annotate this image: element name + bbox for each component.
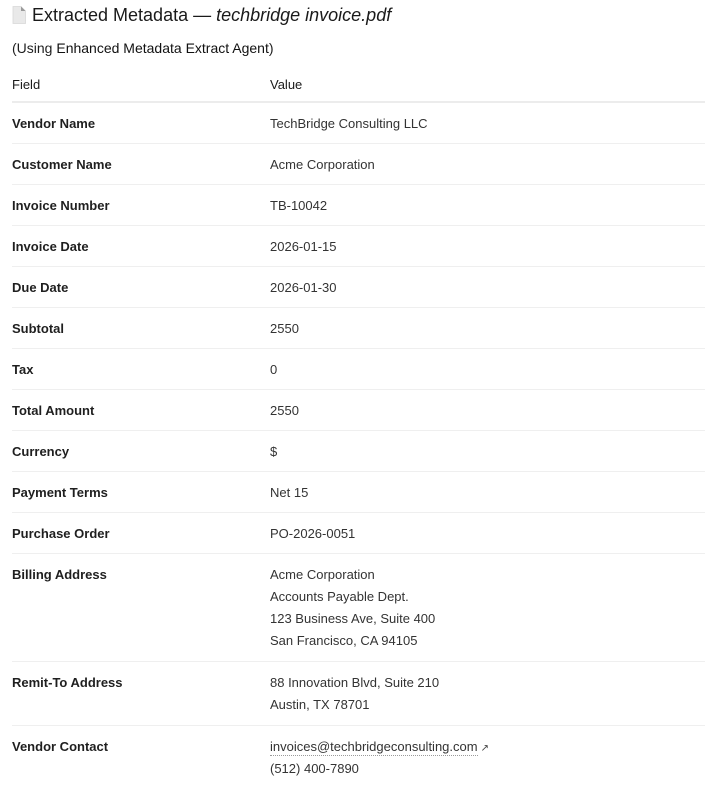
field-label: Total Amount xyxy=(12,390,270,431)
field-value: $ xyxy=(270,431,705,472)
contact-phone: (512) 400-7890 xyxy=(270,761,705,776)
field-label: Subtotal xyxy=(12,308,270,349)
external-link-icon[interactable]: ↗ xyxy=(481,743,489,754)
subtitle-close: ) xyxy=(269,40,274,56)
field-value: TB-10042 xyxy=(270,185,705,226)
field-value: TechBridge Consulting LLC xyxy=(270,102,705,144)
address-line: Accounts Payable Dept. xyxy=(270,589,705,604)
table-row xyxy=(12,390,705,431)
field-value xyxy=(270,662,705,726)
address-line: 88 Innovation Blvd, Suite 210 xyxy=(270,675,705,690)
table-row xyxy=(12,431,705,472)
field-label: Invoice Date xyxy=(12,226,270,267)
email-link[interactable]: invoices@techbridgeconsulting.com xyxy=(270,739,478,756)
table-row xyxy=(12,226,705,267)
agent-name: Enhanced Metadata Extract Agent xyxy=(56,40,268,56)
title-file-name: techbridge invoice.pdf xyxy=(216,5,391,26)
subtitle-open: (Using xyxy=(12,40,56,56)
field-label: Invoice Number xyxy=(12,185,270,226)
table-row xyxy=(12,662,705,726)
column-header-field: Field xyxy=(12,68,270,102)
address-line: San Francisco, CA 94105 xyxy=(270,633,705,648)
field-value: PO-2026-0051 xyxy=(270,513,705,554)
field-value: 2026-01-15 xyxy=(270,226,705,267)
field-label: Customer Name xyxy=(12,144,270,185)
field-value: 0 xyxy=(270,349,705,390)
field-value: 2550 xyxy=(270,390,705,431)
field-label: Payment Terms xyxy=(12,472,270,513)
field-value xyxy=(270,554,705,662)
field-label: Remit-To Address xyxy=(12,662,270,726)
file-icon xyxy=(12,6,26,24)
field-label: Tax xyxy=(12,349,270,390)
table-row xyxy=(12,308,705,349)
table-row xyxy=(12,472,705,513)
column-header-value: Value xyxy=(270,68,705,102)
table-row xyxy=(12,513,705,554)
field-label: Currency xyxy=(12,431,270,472)
metadata-table xyxy=(12,68,705,789)
address-line: Austin, TX 78701 xyxy=(270,697,705,712)
address-line: 123 Business Ave, Suite 400 xyxy=(270,611,705,626)
table-row xyxy=(12,267,705,308)
field-value xyxy=(270,726,705,789)
table-row xyxy=(12,102,705,144)
table-row xyxy=(12,554,705,662)
field-label: Vendor Name xyxy=(12,102,270,144)
field-label: Purchase Order xyxy=(12,513,270,554)
field-value: Net 15 xyxy=(270,472,705,513)
field-label: Due Date xyxy=(12,267,270,308)
field-value: 2550 xyxy=(270,308,705,349)
page-title xyxy=(12,0,706,26)
table-row xyxy=(12,349,705,390)
table-row xyxy=(12,185,705,226)
field-label: Vendor Contact xyxy=(12,726,270,789)
table-row xyxy=(12,726,705,789)
address-line: Acme Corporation xyxy=(270,567,705,582)
field-value: Acme Corporation xyxy=(270,144,705,185)
table-row xyxy=(12,144,705,185)
contact-email-line xyxy=(270,739,705,754)
title-prefix: Extracted Metadata — xyxy=(32,5,211,26)
table-header-row xyxy=(12,68,705,102)
agent-subtitle xyxy=(12,40,706,58)
field-value: 2026-01-30 xyxy=(270,267,705,308)
field-label: Billing Address xyxy=(12,554,270,662)
